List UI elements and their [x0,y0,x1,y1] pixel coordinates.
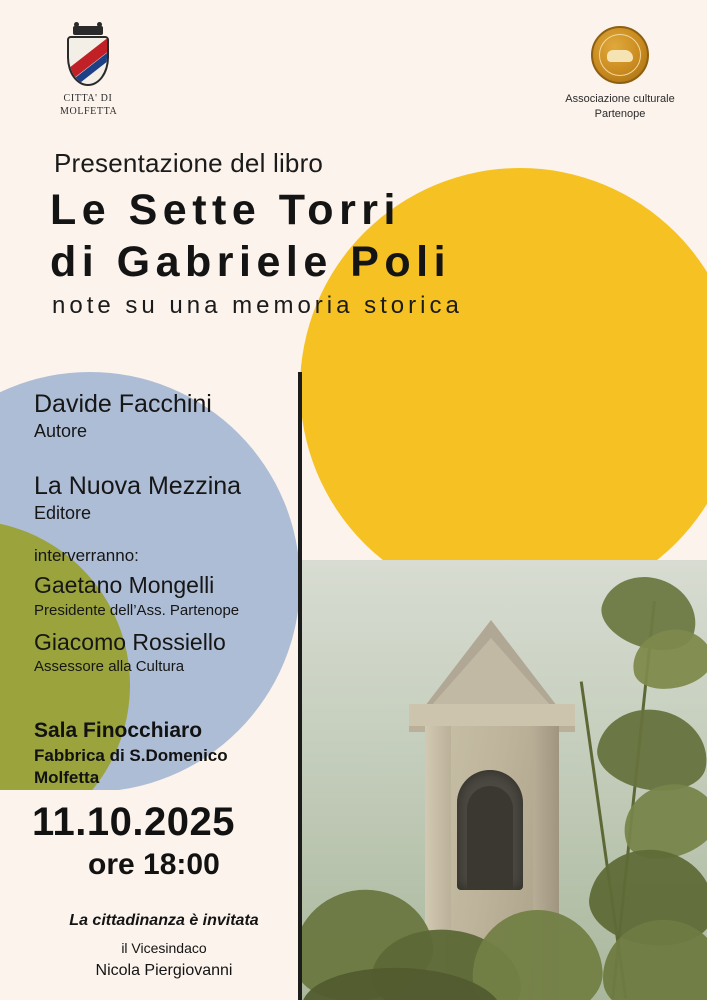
crown-icon [73,26,103,35]
kicker-text: Presentazione del libro [54,148,324,178]
credit-author [34,390,212,444]
invitation-text: La cittadinanza è invitata [69,912,259,929]
seal-figure [607,50,633,62]
speaker-item [34,629,239,678]
tower-roof-highlight [431,638,551,706]
speaker-2-name: Giacomo Rossiello [34,628,226,655]
subtitle-text: note su una memoria storica [52,292,463,319]
publisher-name: La Nuova Mezzina [34,472,242,500]
signer-block [44,938,284,983]
association-line2: Partenope [594,107,646,120]
credit-publisher [34,472,241,526]
city-crest-caption [60,93,116,118]
speakers-label: interverranno: [34,546,139,565]
city-crest [60,26,116,118]
association-logo [530,26,707,122]
speaker-1-name: Gaetano Mongelli [34,572,215,598]
venue-building: Fabbrica di S.Domenico [34,745,228,765]
association-line1: Associazione culturale [565,93,675,105]
venue-hall: Sala Finocchiaro [34,719,203,742]
city-crest-line1: CITTA' DI [63,93,113,104]
title-line-2: di Gabriele Poli [50,238,452,286]
venue-block [34,718,228,789]
publisher-role: Editore [34,502,92,523]
signer-name: Nicola Piergiovanni [95,962,233,979]
tower-arch-shadow [467,786,513,890]
event-date: 11.10.2025 [32,800,235,844]
coat-of-arms-icon [67,36,109,86]
association-caption [530,92,707,122]
title-line-1: Le Sette Torri [50,186,401,234]
speaker-2-role: Assessore alla Cultura [34,658,185,676]
author-role: Autore [34,420,88,441]
speakers-section [34,546,239,677]
author-name: Davide Facchini [34,390,212,418]
tower-cornice [409,704,575,726]
event-time: ore 18:00 [88,848,220,881]
venue-city: Molfetta [34,767,100,787]
signer-role: il Vicesindaco [121,940,207,956]
city-crest-line2: MOLFETTA [60,105,118,117]
association-seal-icon [591,26,649,84]
vertical-divider [298,372,302,1000]
speaker-item [34,572,239,621]
speaker-1-role: Presidente dell’Ass. Partenope [34,601,240,619]
tower-photograph [302,560,707,1000]
